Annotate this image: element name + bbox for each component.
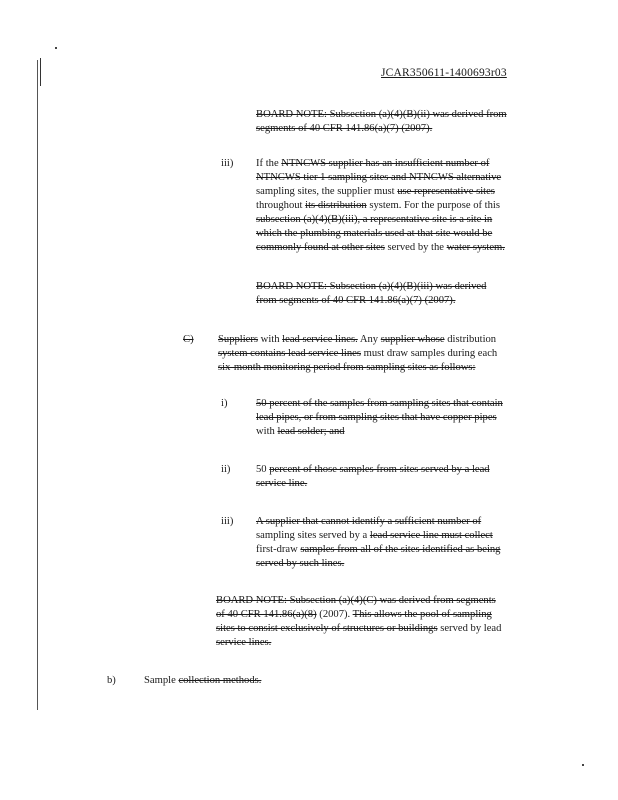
text-fragment: exclusively of structures or buildings bbox=[280, 623, 438, 634]
board-note-1 bbox=[256, 108, 566, 136]
text-fragment: samples from all of the sites identified as being bbox=[300, 544, 501, 555]
text-fragment: A supplier that cannot identify a sufficient number of bbox=[256, 516, 482, 527]
text-fragment: served by such lines. bbox=[256, 558, 345, 569]
text-fragment: use representative sites bbox=[397, 186, 495, 197]
text-fragment: BOARD NOTE: Subsection (a)(4)(C) was derived from segments bbox=[216, 595, 496, 606]
text-fragment: 50 percent of the samples from sampling sites that contain bbox=[256, 398, 503, 409]
text-fragment: 50 bbox=[256, 464, 270, 475]
item-label: iii) bbox=[221, 516, 234, 527]
text-fragment: lead service line must collect bbox=[369, 530, 493, 541]
item-iii-text bbox=[256, 157, 576, 255]
text-fragment: at other sites bbox=[331, 242, 385, 253]
text-fragment: lead solder; and bbox=[277, 426, 345, 437]
text-fragment: six-month monitoring period from bbox=[218, 362, 367, 373]
text-fragment: lead pipes, or from sampling sites that have copper pipes bbox=[256, 412, 497, 423]
text-fragment: Sample bbox=[144, 675, 179, 686]
text-fragment: has an insufficient number of bbox=[362, 158, 490, 169]
text-fragment: with bbox=[256, 426, 278, 437]
text-fragment: with bbox=[258, 334, 283, 345]
text-fragment: must draw samples during each bbox=[360, 348, 498, 359]
part-b-heading bbox=[144, 674, 261, 688]
text-fragment: collection methods. bbox=[178, 675, 262, 686]
part-c-text bbox=[218, 333, 578, 375]
item-c-i-text bbox=[256, 397, 576, 439]
text-fragment: Any bbox=[357, 334, 381, 345]
text-fragment: percent of those samples from sites served by a lead bbox=[269, 464, 490, 475]
speck bbox=[55, 47, 57, 49]
board-note-2-line-b: from segments of 40 CFR 141.86(a)(7) (2007). bbox=[256, 295, 456, 306]
text-fragment: This allows the pool of sampling bbox=[352, 609, 492, 620]
text-fragment: of 40 CFR 141.86(a)(8) bbox=[216, 609, 317, 620]
speck bbox=[582, 764, 584, 766]
text-fragment: its distribution bbox=[305, 200, 367, 211]
board-note-2-line-a: BOARD NOTE: Subsection (a)(4)(B)(iii) was derived bbox=[256, 281, 487, 292]
text-fragment: served by lead bbox=[437, 623, 502, 634]
text-fragment: If the bbox=[256, 158, 282, 169]
margin-line-top bbox=[40, 58, 41, 86]
text-fragment: sampling sites as follows: bbox=[366, 362, 476, 373]
text-fragment: sampling sites served by a bbox=[256, 530, 370, 541]
board-note-1-line-b: segments of 40 CFR 141.86(a)(7) (2007). bbox=[256, 123, 433, 134]
margin-line bbox=[37, 60, 38, 710]
text-fragment: system. For the purpose of this bbox=[366, 200, 500, 211]
text-fragment: system contains lead service lines bbox=[218, 348, 361, 359]
board-note-2 bbox=[256, 280, 556, 308]
text-fragment: commonly found bbox=[256, 242, 332, 253]
text-fragment: (2007). bbox=[316, 609, 353, 620]
text-fragment: NTNCWS tier 1 sampling sites and NTNCWS alternative bbox=[256, 172, 502, 183]
text-fragment: first-draw bbox=[256, 544, 301, 555]
text-fragment: subsection (a)(4)(B)(iii), a representative site is a site in bbox=[256, 214, 493, 225]
part-c-label: C) bbox=[183, 334, 194, 345]
text-fragment: throughout bbox=[256, 200, 306, 211]
text-fragment: distribution bbox=[444, 334, 497, 345]
text-fragment: service lines. bbox=[216, 637, 272, 648]
text-fragment: sites to consist bbox=[216, 623, 281, 634]
item-label: i) bbox=[221, 398, 228, 409]
text-fragment: served by the bbox=[384, 242, 447, 253]
item-label: iii) bbox=[221, 158, 234, 169]
text-fragment: sampling sites, the supplier must bbox=[256, 186, 398, 197]
document-id: JCAR350611-1400693r03 bbox=[381, 67, 507, 79]
part-b-label: b) bbox=[107, 675, 116, 686]
text-fragment: service line. bbox=[256, 478, 308, 489]
text-fragment: NTNCWS supplier bbox=[281, 158, 363, 169]
text-fragment: lead service lines. bbox=[282, 334, 358, 345]
board-note-3 bbox=[216, 594, 596, 650]
item-c-ii-text bbox=[256, 463, 576, 491]
item-c-iii-text bbox=[256, 515, 576, 571]
item-label: ii) bbox=[221, 464, 231, 475]
text-fragment: water system. bbox=[446, 242, 505, 253]
text-fragment: supplier whose bbox=[380, 334, 445, 345]
board-note-1-line-a: BOARD NOTE: Subsection (a)(4)(B)(ii) was derived from bbox=[256, 109, 507, 120]
text-fragment: which the plumbing materials used at that site would be bbox=[256, 228, 493, 239]
text-fragment: Suppliers bbox=[218, 334, 259, 345]
